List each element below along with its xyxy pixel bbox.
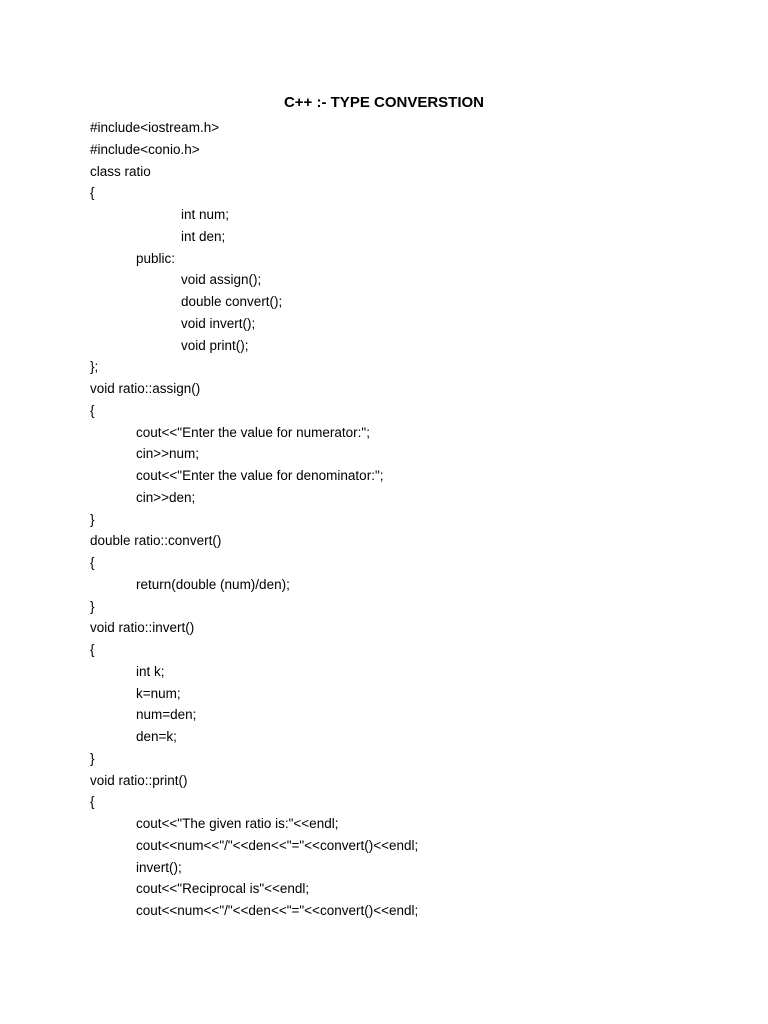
code-line: void ratio::assign() bbox=[90, 381, 201, 396]
code-line: double convert(); bbox=[181, 294, 283, 309]
code-line: { bbox=[90, 402, 95, 418]
page-title: C++ :- TYPE CONVERSTION bbox=[283, 94, 485, 111]
code-line: } bbox=[90, 511, 95, 527]
code-line: int k; bbox=[136, 663, 165, 679]
code-line: { bbox=[90, 794, 95, 810]
code-line: cout<<"Reciprocal is"<<endl; bbox=[136, 881, 310, 897]
code-line: void ratio::print() bbox=[90, 772, 188, 788]
code-line: { bbox=[90, 555, 95, 570]
code-line: cout<<"Enter the value for numerator:"; bbox=[136, 424, 370, 440]
code-listing bbox=[90, 117, 418, 922]
code-line: void ratio::invert() bbox=[90, 620, 195, 636]
code-line: invert(); bbox=[136, 859, 182, 875]
code-line: cin>>den; bbox=[136, 489, 196, 505]
code-line: void assign(); bbox=[181, 272, 262, 288]
code-line: void invert(); bbox=[181, 315, 256, 331]
code-line: cin>>num; bbox=[136, 446, 200, 462]
code-line: return(double (num)/den); bbox=[136, 576, 290, 592]
code-line: k=num; bbox=[136, 685, 181, 701]
code-line: { bbox=[90, 642, 95, 657]
code-line: } bbox=[90, 598, 95, 614]
code-line: } bbox=[90, 750, 95, 766]
code-line: class ratio bbox=[90, 163, 151, 179]
code-line: cout<<"The given ratio is:"<<endl; bbox=[136, 816, 339, 831]
code-line: int num; bbox=[181, 207, 230, 222]
code-line: num=den; bbox=[136, 707, 197, 723]
code-line: public: bbox=[136, 250, 176, 266]
code-line: cout<<num<<"/"<<den<<"="<<convert()<<endl; bbox=[136, 903, 419, 918]
code-line: #include<conio.h> bbox=[90, 141, 200, 157]
code-line: den=k; bbox=[136, 729, 177, 744]
code-line: #include<iostream.h> bbox=[90, 120, 220, 135]
code-line: }; bbox=[90, 359, 99, 375]
code-line: cout<<"Enter the value for denominator:"; bbox=[136, 468, 384, 483]
code-line: double ratio::convert() bbox=[90, 533, 222, 549]
code-line: int den; bbox=[181, 228, 226, 244]
code-line: void print(); bbox=[181, 337, 249, 353]
code-line: { bbox=[90, 185, 95, 201]
code-line: cout<<num<<"/"<<den<<"="<<convert()<<endl; bbox=[136, 837, 419, 853]
